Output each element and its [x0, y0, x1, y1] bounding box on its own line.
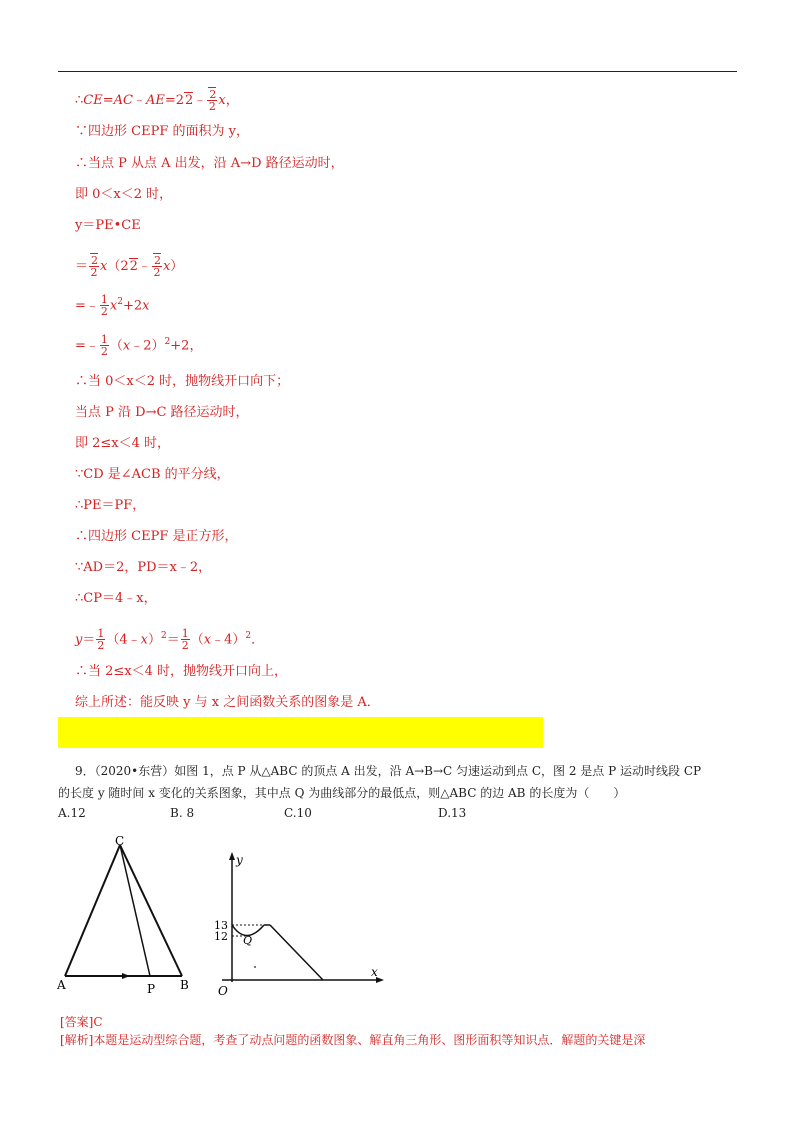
solution-line-3: ∴当点 P 从点 A 出发，沿 A→D 路径运动时， [75, 156, 344, 171]
label-b: B [180, 978, 189, 992]
solution-line-17: y＝ $\frac{1}{2}$ （4﹣x）$^2$＝ $\frac{1}{2}$ （x﹣4）$^2$． [75, 627, 265, 653]
label-y: y [236, 853, 243, 867]
solution-line-1: ∴CE=AC﹣AE=22﹣ $\frac{2}{2}$ x， [75, 88, 239, 113]
solution-line-4: 即 0＜x＜2 时， [75, 187, 173, 202]
label-x: x [371, 965, 378, 979]
solution-line-2: ∵四边形 CEPF 的面积为 y， [75, 124, 249, 139]
dot [254, 966, 256, 968]
analysis-line: [解析]本题是运动型综合题，考查了动点问题的函数图象、解直角三角形、图形面积等知识点．解题的关键是深 [60, 1033, 646, 1047]
label-p: P [147, 982, 156, 993]
highlight-bar [58, 717, 543, 748]
option-c: C.10 [284, 806, 312, 820]
solution-line-7: =﹣ $\frac{1}{2}$ $x^2+2x$ [75, 293, 150, 319]
option-a: A.12 [58, 806, 86, 820]
side-bc [120, 845, 182, 976]
solution-line-5: y＝PE•CE [75, 218, 141, 233]
solution-line-9: ∴当 0＜x＜2 时，抛物线开口向下； [75, 374, 290, 389]
option-b: B. 8 [170, 806, 195, 820]
solution-line-12: ∵CD 是∠ACB 的平分线， [75, 467, 230, 482]
side-ac [65, 845, 120, 976]
label-q: Q [243, 934, 253, 947]
tick-12: 12 [214, 930, 228, 943]
solution-line-15: ∵AD＝2，PD＝x﹣2， [75, 560, 212, 575]
figure-1-triangle [55, 833, 200, 993]
figure-2-graph [208, 850, 388, 1000]
question-9-line-1: 9．（2020•东营）如图 1，点 P 从△ABC 的顶点 A 出发，沿 A→B→C 匀速运动到点 C，图 2 是点 P 运动时线段 CP [75, 764, 702, 778]
tick-13: 13 [214, 919, 228, 932]
label-a: A [57, 978, 66, 992]
solution-line-18: ∴当 2≤x＜4 时，抛物线开口向上， [75, 664, 288, 679]
descending-line [270, 925, 323, 980]
segment-cp [120, 845, 150, 976]
answer-line: [答案]C [60, 1015, 103, 1029]
solution-line-6: ＝ $\frac{2}{2}$ x（22﹣ $\frac{2}{2}$ x） [75, 254, 184, 279]
arrow-icon [122, 973, 130, 979]
option-d: D.13 [438, 806, 467, 820]
header-rule [58, 71, 737, 72]
solution-line-8: =﹣ $\frac{1}{2}$ （x﹣2）$^2$+2， [75, 333, 203, 359]
label-o: O [218, 984, 228, 998]
solution-line-19: 综上所述：能反映 y 与 x 之间函数关系的图象是 A． [75, 695, 380, 710]
solution-line-11: 即 2≤x＜4 时， [75, 436, 171, 451]
y-arrow-icon [229, 852, 235, 860]
solution-line-10: 当点 P 沿 D→C 路径运动时， [75, 405, 249, 420]
label-c: C [115, 834, 125, 848]
solution-line-14: ∴四边形 CEPF 是正方形， [75, 529, 238, 544]
solution-line-13: ∴PE＝PF， [75, 498, 146, 513]
solution-line-16: ∴CP＝4﹣x， [75, 591, 157, 606]
question-9-line-2: 的长度 y 随时间 x 变化的关系图象，其中点 Q 为曲线部分的最低点，则△ABC 的边 AB 的长度为（ ） [58, 786, 626, 800]
